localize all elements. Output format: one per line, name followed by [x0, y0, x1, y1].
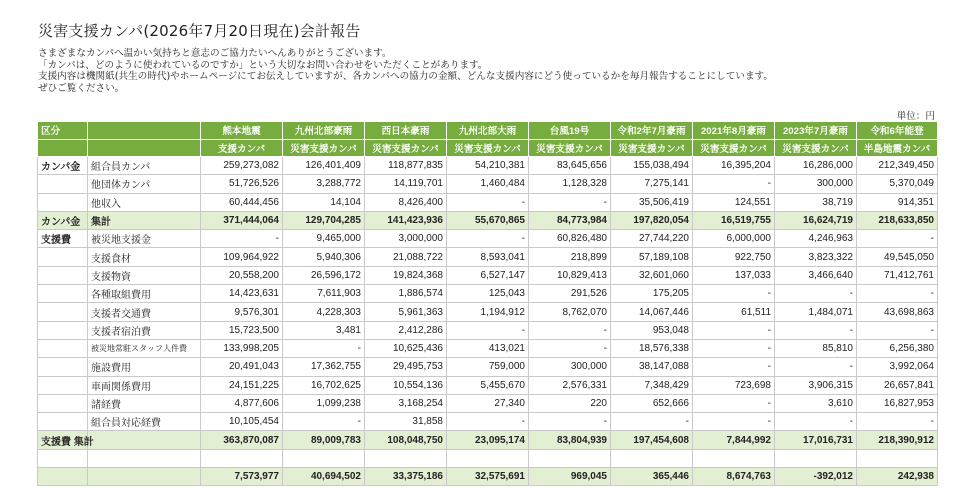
value-cell: 3,610	[775, 394, 857, 412]
value-cell: 17,362,755	[283, 358, 365, 376]
value-cell: 371,444,064	[201, 211, 283, 229]
value-cell: 14,067,446	[611, 303, 693, 321]
page-title: 災害支援カンパ(2026年7月20日現在)会計報告	[38, 22, 361, 40]
column-header: 半島地震カンパ	[857, 139, 938, 157]
value-cell: 16,827,953	[857, 394, 938, 412]
table-row	[38, 266, 938, 284]
value-cell: 922,750	[693, 248, 775, 266]
value-cell: 175,205	[611, 285, 693, 303]
value-cell	[693, 449, 775, 467]
value-cell: -	[693, 285, 775, 303]
value-cell: 14,423,631	[201, 285, 283, 303]
table-body	[38, 122, 938, 486]
intro-line: 支援内容は機関紙(共生の時代)やホームページにてお伝えしていますが、各カンパへの協力の金額、どんな支援内容にどう使っているかを毎月報告することにしています。	[38, 71, 773, 83]
row-item-label: 被災地支援金	[88, 230, 201, 248]
value-cell: 969,045	[529, 468, 611, 486]
value-cell: 57,189,108	[611, 248, 693, 266]
value-cell: 9,576,301	[201, 303, 283, 321]
value-cell: 723,698	[693, 376, 775, 394]
total-row	[38, 431, 938, 449]
value-cell: 212,349,450	[857, 157, 938, 175]
value-cell: 197,454,608	[611, 431, 693, 449]
value-cell: 21,088,722	[365, 248, 447, 266]
value-cell: 7,611,903	[283, 285, 365, 303]
column-header: 台風19号	[529, 122, 611, 140]
value-cell: 10,554,136	[365, 376, 447, 394]
column-header: 九州北部豪雨	[283, 122, 365, 140]
value-cell: -	[857, 321, 938, 339]
table-row	[38, 321, 938, 339]
value-cell: 40,694,502	[283, 468, 365, 486]
value-cell: 3,481	[283, 321, 365, 339]
column-header: 災害支援カンパ	[775, 139, 857, 157]
row-section-label	[38, 193, 88, 211]
value-cell: 5,455,670	[447, 376, 529, 394]
value-cell: 61,511	[693, 303, 775, 321]
value-cell	[529, 449, 611, 467]
table-header-row	[38, 122, 938, 140]
value-cell: 3,168,254	[365, 394, 447, 412]
table-header-row	[38, 139, 938, 157]
value-cell: -	[201, 230, 283, 248]
value-cell: 218,633,850	[857, 211, 938, 229]
value-cell: 2,412,286	[365, 321, 447, 339]
value-cell: 125,043	[447, 285, 529, 303]
value-cell: 242,938	[857, 468, 938, 486]
value-cell: 8,593,041	[447, 248, 529, 266]
value-cell: 85,810	[775, 339, 857, 357]
value-cell: 1,128,328	[529, 175, 611, 193]
value-cell: 29,495,753	[365, 358, 447, 376]
value-cell: -	[529, 339, 611, 357]
table-row	[38, 175, 938, 193]
total-row	[38, 211, 938, 229]
value-cell: 89,009,783	[283, 431, 365, 449]
value-cell: 16,395,204	[693, 157, 775, 175]
value-cell: 5,370,049	[857, 175, 938, 193]
value-cell: -	[447, 321, 529, 339]
value-cell: -392,012	[775, 468, 857, 486]
row-item-label: 被災地常駐スタッフ人件費	[88, 339, 201, 357]
value-cell: 51,726,526	[201, 175, 283, 193]
value-cell: 124,551	[693, 193, 775, 211]
value-cell: 31,858	[365, 413, 447, 431]
value-cell: 1,194,912	[447, 303, 529, 321]
value-cell: 4,228,303	[283, 303, 365, 321]
column-header: 災害支援カンパ	[365, 139, 447, 157]
value-cell: 155,038,494	[611, 157, 693, 175]
value-cell: 6,256,380	[857, 339, 938, 357]
value-cell: 6,000,000	[693, 230, 775, 248]
value-cell: 133,998,205	[201, 339, 283, 357]
row-item-label	[88, 431, 201, 449]
column-header: 令和2年7月豪雨	[611, 122, 693, 140]
value-cell: 2,576,331	[529, 376, 611, 394]
value-cell: 300,000	[529, 358, 611, 376]
value-cell: 55,670,865	[447, 211, 529, 229]
row-item-label: 集計	[88, 211, 201, 229]
value-cell: 759,000	[447, 358, 529, 376]
value-cell: 129,704,285	[283, 211, 365, 229]
value-cell: -	[857, 285, 938, 303]
column-header: 支援カンパ	[201, 139, 283, 157]
value-cell: 43,698,863	[857, 303, 938, 321]
row-item-label: 組合員カンパ	[88, 157, 201, 175]
value-cell: 10,829,413	[529, 266, 611, 284]
value-cell: -	[283, 413, 365, 431]
value-cell: 32,601,060	[611, 266, 693, 284]
value-cell: 218,899	[529, 248, 611, 266]
total-row	[38, 468, 938, 486]
header-item-cell	[88, 122, 201, 140]
column-header: 災害支援カンパ	[529, 139, 611, 157]
value-cell: 49,545,050	[857, 248, 938, 266]
value-cell: 7,275,141	[611, 175, 693, 193]
value-cell: 83,804,939	[529, 431, 611, 449]
value-cell: 54,210,381	[447, 157, 529, 175]
value-cell: 5,940,306	[283, 248, 365, 266]
value-cell: 7,844,992	[693, 431, 775, 449]
row-item-label: 諸経費	[88, 394, 201, 412]
blank-row	[38, 449, 938, 467]
value-cell	[857, 449, 938, 467]
value-cell: 26,596,172	[283, 266, 365, 284]
value-cell: 16,519,755	[693, 211, 775, 229]
value-cell: 6,527,147	[447, 266, 529, 284]
column-header: 災害支援カンパ	[611, 139, 693, 157]
value-cell: 10,105,454	[201, 413, 283, 431]
value-cell: 3,906,315	[775, 376, 857, 394]
table-row	[38, 376, 938, 394]
row-item-label: 他団体カンパ	[88, 175, 201, 193]
value-cell: -	[611, 413, 693, 431]
row-item-label: 支援者交通費	[88, 303, 201, 321]
column-header: 熊本地震	[201, 122, 283, 140]
row-item-label: 各種取組費用	[88, 285, 201, 303]
table-row	[38, 285, 938, 303]
value-cell: 8,426,400	[365, 193, 447, 211]
row-section-label	[38, 376, 88, 394]
column-header: 西日本豪雨	[365, 122, 447, 140]
row-item-label: 車両関係費用	[88, 376, 201, 394]
value-cell	[365, 449, 447, 467]
column-header: 2023年7月豪雨	[775, 122, 857, 140]
value-cell: 17,016,731	[775, 431, 857, 449]
value-cell: 4,877,606	[201, 394, 283, 412]
row-section-label: 支援費	[38, 230, 88, 248]
value-cell: 1,484,071	[775, 303, 857, 321]
row-section-label	[38, 358, 88, 376]
row-section-label: 支援費 集計	[38, 431, 88, 449]
value-cell: 137,033	[693, 266, 775, 284]
accounting-table	[37, 121, 938, 486]
row-item-label: 支援者宿泊費	[88, 321, 201, 339]
value-cell: -	[447, 230, 529, 248]
row-section-label	[38, 413, 88, 431]
value-cell: -	[693, 358, 775, 376]
row-item-label: 施設費用	[88, 358, 201, 376]
table-row	[38, 157, 938, 175]
value-cell: 20,558,200	[201, 266, 283, 284]
value-cell: 291,526	[529, 285, 611, 303]
row-item-label: 支援食材	[88, 248, 201, 266]
value-cell: 220	[529, 394, 611, 412]
intro-line: さまざまなカンパへ温かい気持ちと意志のご協力たいへんありがとうございます。	[38, 48, 392, 59]
value-cell: 413,021	[447, 339, 529, 357]
value-cell: 60,826,480	[529, 230, 611, 248]
value-cell: 1,099,238	[283, 394, 365, 412]
value-cell: 365,446	[611, 468, 693, 486]
value-cell: 32,575,691	[447, 468, 529, 486]
header-item-cell	[88, 139, 201, 157]
value-cell: 33,375,186	[365, 468, 447, 486]
value-cell: 4,246,963	[775, 230, 857, 248]
row-section-label: カンパ金	[38, 211, 88, 229]
row-section-label	[38, 468, 88, 486]
value-cell: 118,877,835	[365, 157, 447, 175]
value-cell: 23,095,174	[447, 431, 529, 449]
value-cell: 126,401,409	[283, 157, 365, 175]
row-section-label	[38, 266, 88, 284]
value-cell: 16,624,719	[775, 211, 857, 229]
value-cell: 83,645,656	[529, 157, 611, 175]
value-cell: 652,666	[611, 394, 693, 412]
value-cell: 14,119,701	[365, 175, 447, 193]
value-cell	[447, 449, 529, 467]
value-cell: 16,702,625	[283, 376, 365, 394]
row-section-label	[38, 285, 88, 303]
value-cell: 38,147,088	[611, 358, 693, 376]
row-section-label	[38, 303, 88, 321]
value-cell: -	[775, 358, 857, 376]
value-cell: -	[693, 339, 775, 357]
value-cell: 108,048,750	[365, 431, 447, 449]
header-section-cell	[38, 139, 88, 157]
value-cell: 3,466,640	[775, 266, 857, 284]
value-cell: 16,286,000	[775, 157, 857, 175]
value-cell: 914,351	[857, 193, 938, 211]
value-cell: -	[693, 321, 775, 339]
value-cell: 8,674,763	[693, 468, 775, 486]
column-header: 災害支援カンパ	[283, 139, 365, 157]
value-cell: 5,961,363	[365, 303, 447, 321]
row-section-label	[38, 321, 88, 339]
value-cell: -	[775, 321, 857, 339]
value-cell	[283, 449, 365, 467]
row-item-label: 支援物資	[88, 266, 201, 284]
row-section-label: カンパ金	[38, 157, 88, 175]
value-cell: 1,886,574	[365, 285, 447, 303]
value-cell: 20,491,043	[201, 358, 283, 376]
table-row	[38, 193, 938, 211]
value-cell: 3,000,000	[365, 230, 447, 248]
value-cell: -	[283, 339, 365, 357]
unit-label: 単位：円	[896, 111, 935, 122]
row-item-label	[88, 468, 201, 486]
value-cell: 109,964,922	[201, 248, 283, 266]
value-cell: 218,390,912	[857, 431, 938, 449]
table-row	[38, 394, 938, 412]
column-header: 2021年8月豪雨	[693, 122, 775, 140]
table-row	[38, 339, 938, 357]
value-cell: 141,423,936	[365, 211, 447, 229]
column-header: 災害支援カンパ	[693, 139, 775, 157]
value-cell: -	[775, 285, 857, 303]
value-cell	[201, 449, 283, 467]
table-row	[38, 303, 938, 321]
value-cell: 3,823,322	[775, 248, 857, 266]
value-cell: -	[529, 321, 611, 339]
row-section-label	[38, 248, 88, 266]
intro-line: ぜひご覧ください。	[38, 82, 125, 94]
column-header: 九州北部大雨	[447, 122, 529, 140]
value-cell: -	[857, 230, 938, 248]
value-cell: 35,506,419	[611, 193, 693, 211]
value-cell	[611, 449, 693, 467]
value-cell: -	[447, 413, 529, 431]
row-section-label	[38, 175, 88, 193]
value-cell: -	[857, 413, 938, 431]
table-row	[38, 230, 938, 248]
value-cell: -	[447, 193, 529, 211]
value-cell: -	[529, 413, 611, 431]
row-section-label	[38, 449, 88, 467]
row-item-label	[88, 449, 201, 467]
value-cell: -	[693, 175, 775, 193]
intro-text	[38, 48, 773, 94]
value-cell: 24,151,225	[201, 376, 283, 394]
value-cell: -	[529, 193, 611, 211]
value-cell: -	[693, 394, 775, 412]
table-row	[38, 358, 938, 376]
value-cell: 84,773,984	[529, 211, 611, 229]
value-cell: -	[693, 413, 775, 431]
value-cell: 259,273,082	[201, 157, 283, 175]
value-cell: 8,762,070	[529, 303, 611, 321]
value-cell: 7,348,429	[611, 376, 693, 394]
value-cell: 27,340	[447, 394, 529, 412]
value-cell: 10,625,436	[365, 339, 447, 357]
value-cell: 197,820,054	[611, 211, 693, 229]
value-cell: 363,870,087	[201, 431, 283, 449]
value-cell: 38,719	[775, 193, 857, 211]
value-cell: 60,444,456	[201, 193, 283, 211]
value-cell: 27,744,220	[611, 230, 693, 248]
header-section-cell: 区分	[38, 122, 88, 140]
row-item-label: 組合員対応経費	[88, 413, 201, 431]
row-item-label: 他収入	[88, 193, 201, 211]
value-cell: 15,723,500	[201, 321, 283, 339]
value-cell: 71,412,761	[857, 266, 938, 284]
value-cell: 3,992,064	[857, 358, 938, 376]
value-cell	[775, 449, 857, 467]
value-cell: 3,288,772	[283, 175, 365, 193]
table-row	[38, 413, 938, 431]
value-cell: 26,657,841	[857, 376, 938, 394]
row-section-label	[38, 339, 88, 357]
table-row	[38, 248, 938, 266]
value-cell: 19,824,368	[365, 266, 447, 284]
column-header: 令和6年能登	[857, 122, 938, 140]
value-cell: -	[775, 413, 857, 431]
intro-line: 「カンパは、どのように使われているのですか」という大切なお問い合わせをいただくことがあります。	[38, 59, 488, 71]
value-cell: 9,465,000	[283, 230, 365, 248]
value-cell: 7,573,977	[201, 468, 283, 486]
value-cell: 18,576,338	[611, 339, 693, 357]
column-header: 災害支援カンパ	[447, 139, 529, 157]
row-section-label	[38, 394, 88, 412]
value-cell: 14,104	[283, 193, 365, 211]
value-cell: 953,048	[611, 321, 693, 339]
value-cell: 1,460,484	[447, 175, 529, 193]
value-cell: 300,000	[775, 175, 857, 193]
